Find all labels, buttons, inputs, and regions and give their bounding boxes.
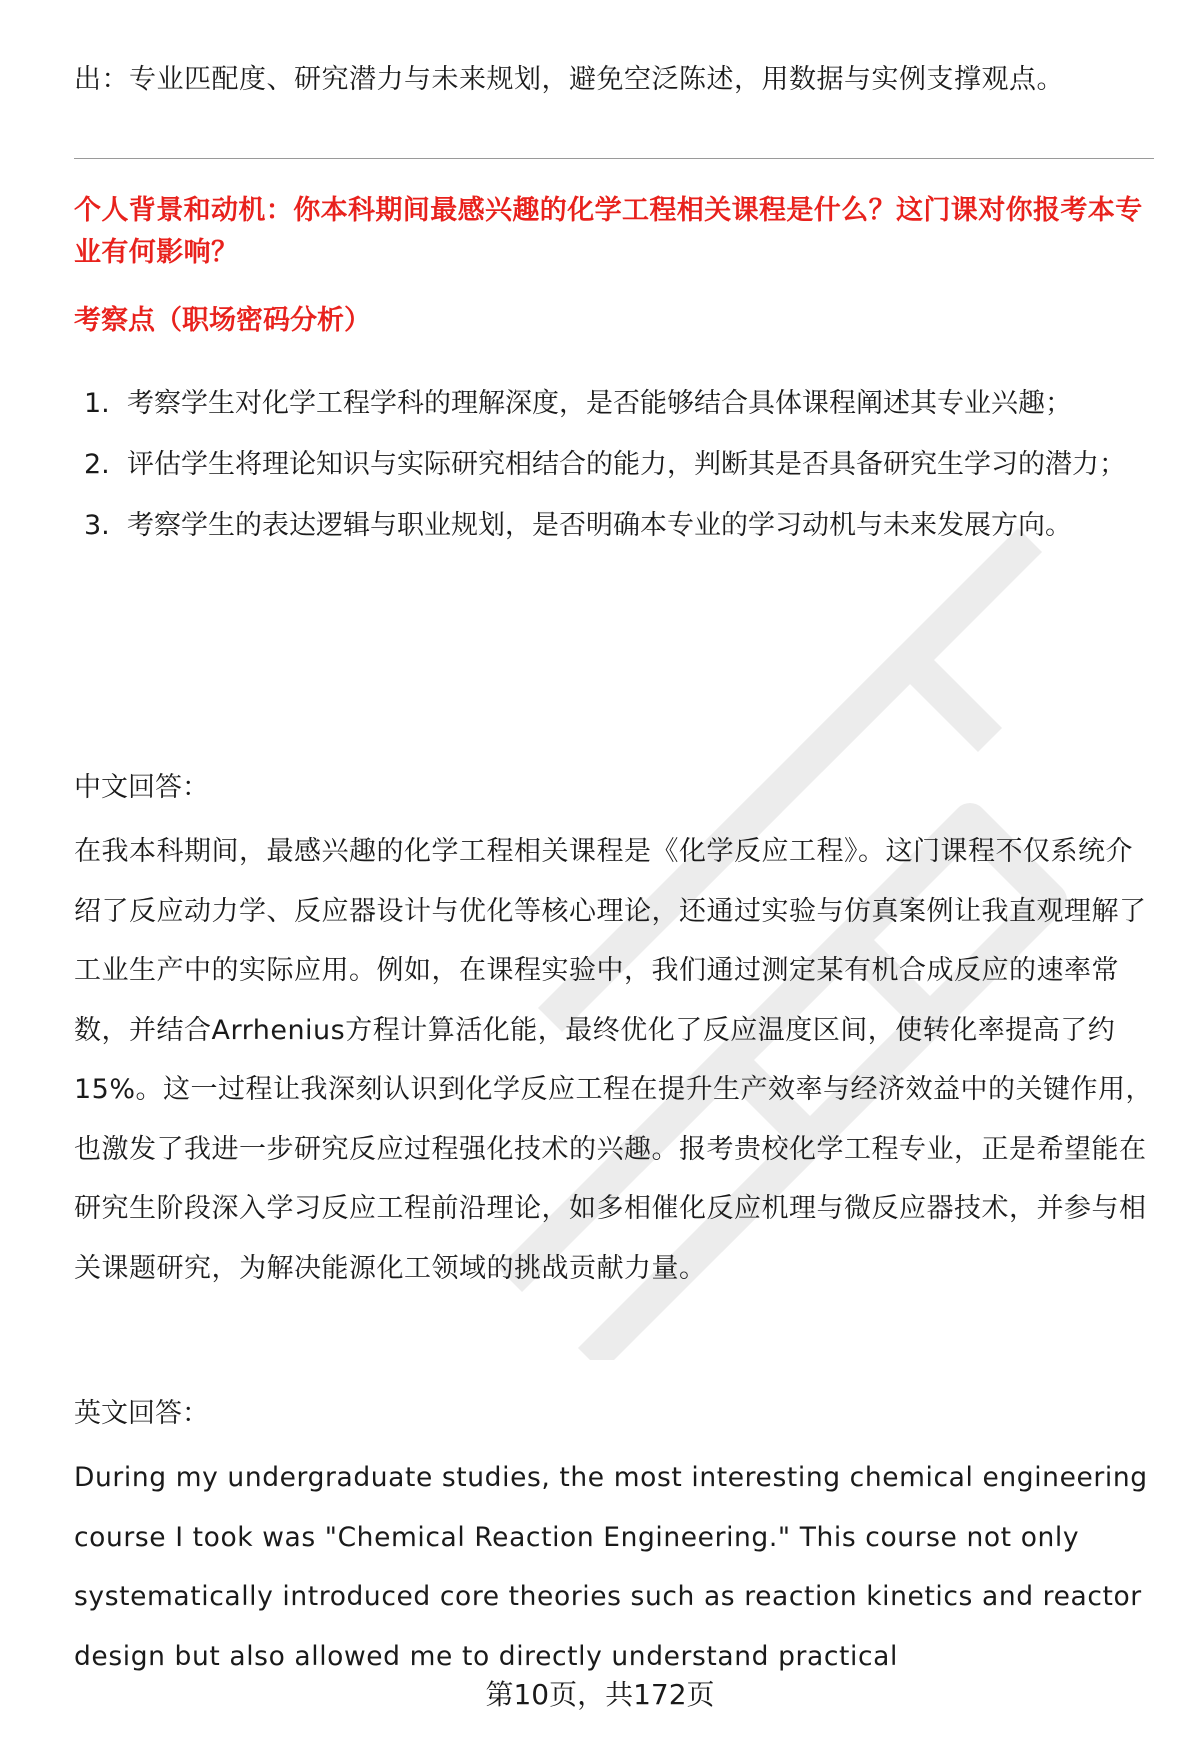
point-text: 评估学生将理论知识与实际研究相结合的能力，判断其是否具备研究生学习的潜力； <box>127 449 1126 480</box>
point-text: 考察学生的表达逻辑与职业规划，是否明确本专业的学习动机与未来发展方向。 <box>127 510 1072 541</box>
point-number: 2. <box>84 449 110 480</box>
chinese-answer-label: 中文回答： <box>74 772 209 803</box>
page-number-footer: 第10页，共172页 <box>485 1678 715 1711</box>
english-answer-paragraph: During my undergraduate studies, the most interesting chemical engineering course I took was "Chemical Reaction Engineering." This course not only systematically introduced core theories such as reaction kinetics and reactor design but also allowed me to directly understand practical <box>74 1462 1148 1672</box>
chinese-answer-paragraph: 在我本科期间，最感兴趣的化学工程相关课程是《化学反应工程》。这门课程不仅系统介绍了反应动力学、反应器设计与优化等核心理论，还通过实验与仿真案例让我直观理解了工业生产中的实际应用。例如，在课程实验中，我们通过测定某有机合成反应的速率常数，并结合Arrhenius方程计算活化能，最终优化了反应温度区间，使转化率提高了约15%。这一过程让我深刻认识到化学反应工程在提升生产效率与经济效益中的关键作用，也激发了我进一步研究反应过程强化技术的兴趣。报考贵校化学工程专业，正是希望能在研究生阶段深入学习反应工程前沿理论，如多相催化反应机理与微反应器技术，并参与相关课题研究，为解决能源化工领域的挑战贡献力量。 <box>74 836 1154 1284</box>
section-divider <box>74 158 1154 159</box>
question-heading: 个人背景和动机：你本科期间最感兴趣的化学工程相关课程是什么？这门课对你报考本专业有何影响？ <box>74 195 1143 268</box>
english-answer-label: 英文回答： <box>74 1398 209 1429</box>
point-text: 考察学生对化学工程学科的理解深度，是否能够结合具体课程阐述其专业兴趣； <box>127 388 1072 419</box>
intro-tail-text: 出：专业匹配度、研究潜力与未来规划，避免空泛陈述，用数据与实例支撑观点。 <box>74 64 1064 95</box>
point-number: 1. <box>84 388 110 419</box>
examination-points-list <box>74 374 1154 557</box>
examination-points-heading: 考察点（职场密码分析） <box>74 305 371 336</box>
examination-point <box>74 435 1154 494</box>
point-number: 3. <box>84 510 110 541</box>
examination-point <box>74 374 1154 433</box>
examination-point <box>74 496 1154 555</box>
